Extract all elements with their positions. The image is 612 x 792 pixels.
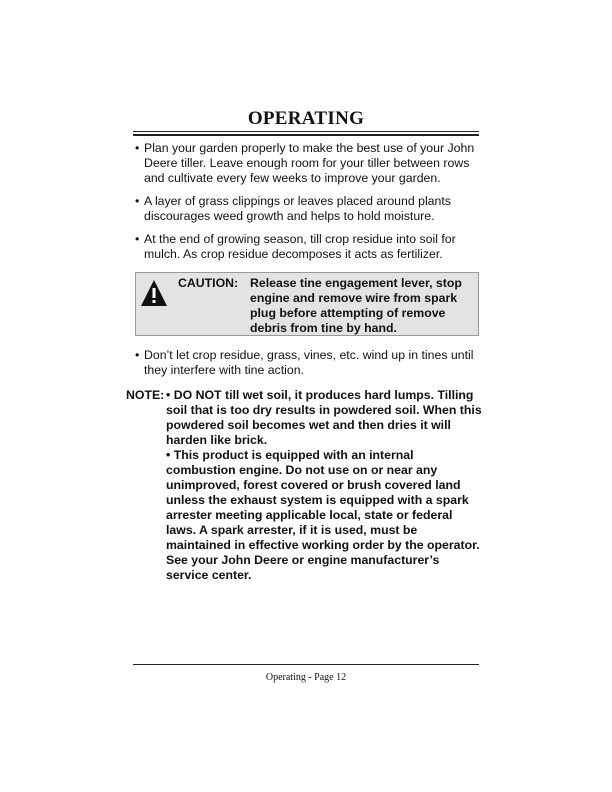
bullet-marker: • bbox=[135, 348, 140, 362]
bullet-text: A layer of grass clippings or leaves placed around plants discourages weed growth and helps to hold moisture. bbox=[144, 194, 451, 223]
note-text: DO NOT till wet soil, it produces hard lumps. Tilling soil that is too dry results in powdered soil. When this powdered soil becomes wet and then dries it will harden like brick. bbox=[166, 388, 482, 447]
bullet-marker: • bbox=[135, 141, 140, 155]
bullet-text: Plan your garden properly to make the best use of your John Deere tiller. Leave enough room for your tiller between rows and cultivate every few weeks to improve your garden. bbox=[144, 141, 475, 185]
bullet-text: At the end of growing season, till crop residue into soil for mulch. As crop residue decomposes it acts as fertilizer. bbox=[144, 232, 456, 261]
bullet-marker: • bbox=[135, 194, 140, 208]
caution-box bbox=[135, 272, 479, 336]
note-marker: • bbox=[166, 388, 171, 402]
caution-text: Release tine engagement lever, stop engine and remove wire from spark plug before attempting of remove debris from tine by hand. bbox=[250, 276, 462, 335]
title-rule-bottom bbox=[133, 134, 479, 136]
bullet-item bbox=[135, 194, 481, 224]
title-rule-top bbox=[133, 131, 479, 132]
bullet-item bbox=[135, 348, 481, 378]
note-marker: • bbox=[166, 448, 171, 462]
note-text: This product is equipped with an internal combustion engine. Do not use on or near any unimproved, forest covered or brush covered land unless the exhaust system is equipped with a spark arrester meeting applicable local, state or federal laws. A spark arrester, if it is used, must be maintained in effective working order by the operator. See your John Deere or engine manufacturer’s service center. bbox=[166, 448, 480, 582]
bullet-text: Don’t let crop residue, grass, vines, etc. wind up in tines until they interfere with tine action. bbox=[144, 348, 474, 377]
note-body bbox=[166, 388, 482, 583]
warning-triangle-icon bbox=[140, 279, 168, 307]
footer-rule bbox=[133, 664, 479, 665]
note-item bbox=[166, 448, 482, 583]
caution-label: CAUTION: bbox=[178, 276, 239, 290]
bullet-marker: • bbox=[135, 232, 140, 246]
note-label: NOTE: bbox=[126, 388, 165, 402]
bullet-item bbox=[135, 141, 481, 186]
note-block bbox=[126, 388, 482, 583]
page-footer: Operating - Page 12 bbox=[265, 672, 347, 683]
note-item bbox=[166, 388, 482, 448]
page-title: OPERATING bbox=[247, 108, 365, 129]
bullet-item bbox=[135, 232, 481, 262]
page-content bbox=[126, 141, 482, 583]
